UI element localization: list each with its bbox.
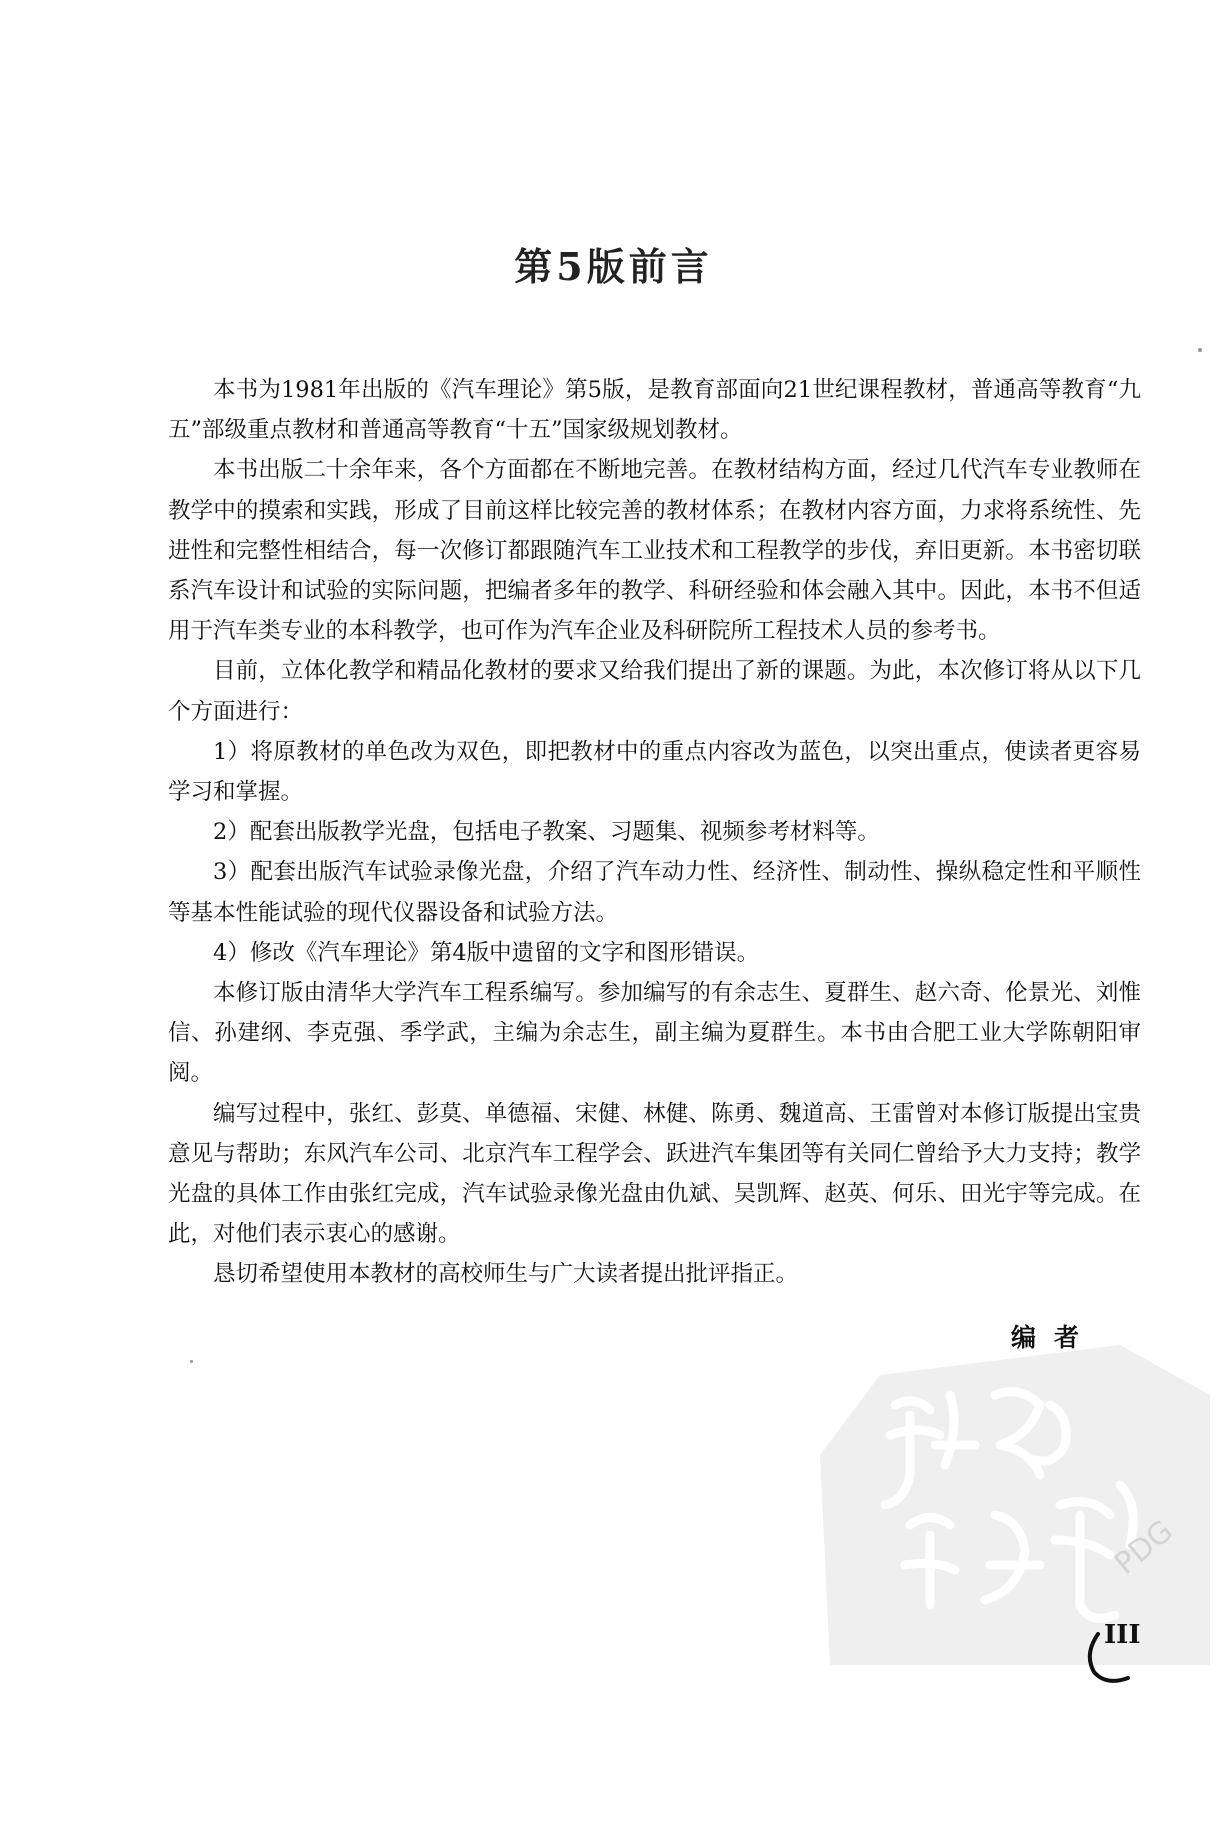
page-number: III — [1104, 1620, 1141, 1650]
paragraph: 本书为1981年出版的《汽车理论》第5版，是教育部面向21世纪课程教材，普通高等教育“九五”部级重点教材和普通高等教育“十五”国家级规划教材。 — [168, 377, 1141, 444]
preface-body — [168, 370, 1141, 1295]
paragraph: 4）修改《汽车理论》第4版中遗留的文字和图形错误。 — [213, 939, 760, 966]
paragraph: 本书出版二十余年来，各个方面都在不断地完善。在教材结构方面，经过几代汽车专业教师在教学中的摸索和实践，形成了目前这样比较完善的教材体系；在教材内容方面，力求将系统性、先进性和完整性相结合，每一次修订都跟随汽车工业技术和工程教学的步伐，弃旧更新。本书密切联系汽车设计和试验的实际问题，把编者多年的教学、科研经验和体会融入其中。因此，本书不但适用于汽车类专业的本科教学，也可作为汽车企业及科研院所工程技术人员的参考书。 — [168, 457, 1141, 645]
watermark-text: PDG — [1108, 1513, 1180, 1582]
scan-speck — [190, 1360, 193, 1363]
paragraph: 2）配套出版教学光盘，包括电子教案、习题集、视频参考材料等。 — [213, 819, 880, 846]
paragraph: 编写过程中，张红、彭莫、单德福、宋健、林健、陈勇、魏道高、王雷曾对本修订版提出宝贵意见与帮助；东风汽车公司、北京汽车工程学会、跃进汽车集团等有关同仁曾给予大力支持；教学光盘的具体工作由张红完成，汽车试验录像光盘由仇斌、吴凯辉、赵英、何乐、田光宇等完成。在此，对他们表示衷心的感谢。 — [168, 1100, 1141, 1248]
paragraph: 恳切希望使用本教材的高校师生与广大读者提出批评指正。 — [213, 1261, 799, 1288]
author-signature: 编者 — [1010, 1323, 1097, 1352]
paragraph: 本修订版由清华大学汽车工程系编写。参加编写的有余志生、夏群生、赵六奇、伦景光、刘惟信、孙建纲、李克强、季学武，主编为余志生，副主编为夏群生。本书由合肥工业大学陈朝阳审阅。 — [168, 980, 1141, 1087]
paragraph: 3）配套出版汽车试验录像光盘，介绍了汽车动力性、经济性、制动性、操纵稳定性和平顺性等基本性能试验的现代仪器设备和试验方法。 — [168, 859, 1141, 926]
scan-speck — [1198, 348, 1202, 352]
seal-stamp-icon — [820, 1335, 1210, 1665]
paragraph: 1）将原教材的单色改为双色，即把教材中的重点内容改为蓝色，以突出重点，使读者更容易学习和掌握。 — [168, 738, 1141, 806]
page-title: 第5版前言 — [514, 244, 713, 289]
paragraph: 目前，立体化教学和精品化教材的要求又给我们提出了新的课题。为此，本次修订将从以下几个方面进行： — [168, 658, 1141, 725]
